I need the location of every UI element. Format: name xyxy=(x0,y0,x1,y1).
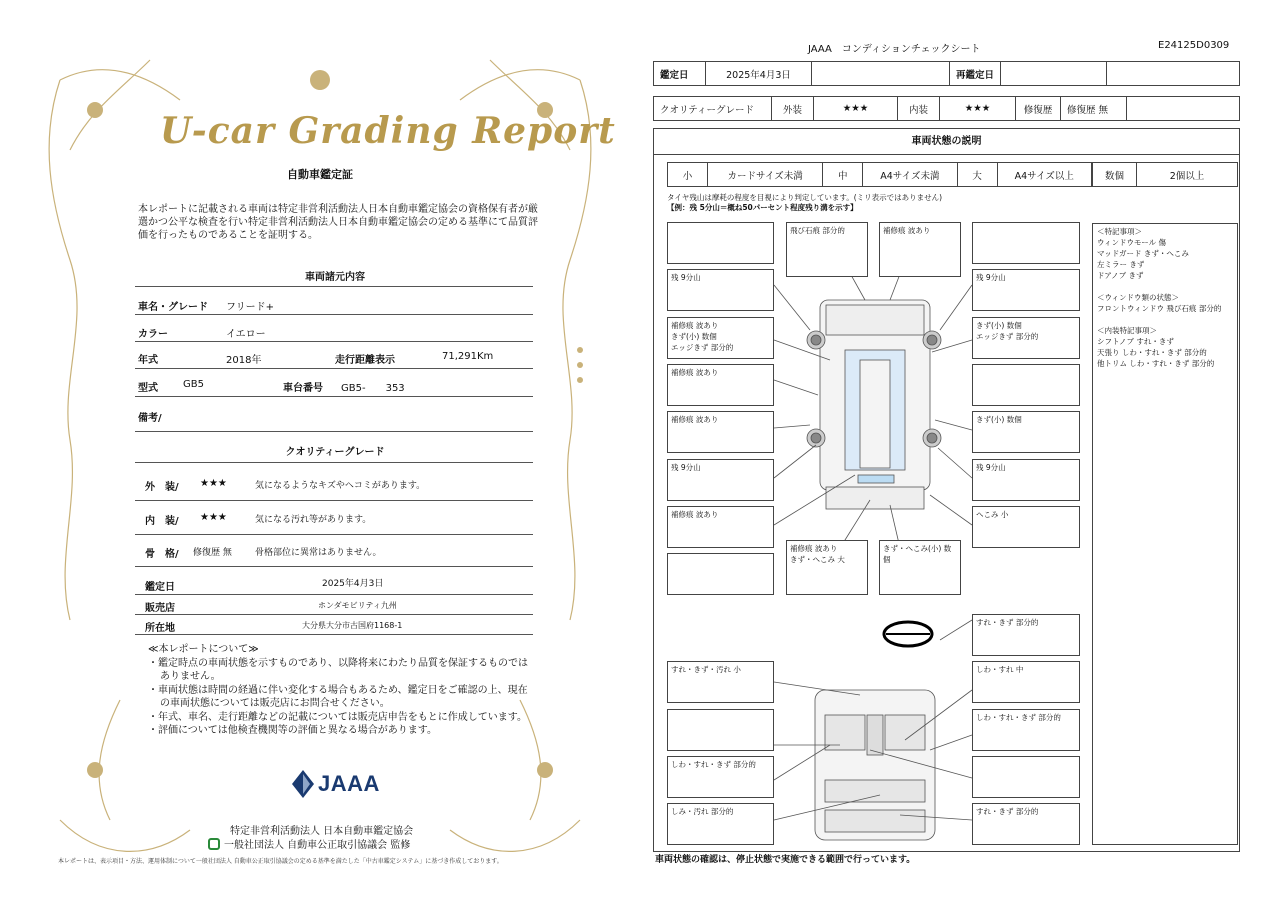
note-item: ・年式、車名、走行距離などの記載については販売店申告をもとに作成しています。 xyxy=(148,711,527,723)
chassis-value: GB5- 353 xyxy=(341,383,405,394)
size-mid-label: 中 xyxy=(823,163,863,187)
window-notes: ＜ウィンドウ類の状態＞ フロントウィンドウ 飛び石痕 部分的 xyxy=(1097,293,1222,313)
frame-value: 修復歴 無 xyxy=(193,548,232,558)
tire-note-line1: タイヤ残山は摩耗の程度を目視により判定しています。(ミリ表示ではありません) xyxy=(667,193,943,202)
interior-label: 内 装/ xyxy=(145,516,179,527)
condition-check-sheet xyxy=(640,0,1280,904)
note-item: ・車両状態は時間の経過に伴い変化する場合もあるため、鑑定日をご確認の上、現在の車両状態については販売店にお問合せください。 xyxy=(148,684,528,709)
association-name: 特定非営利活動法人 日本自動車鑑定協会 xyxy=(230,826,414,837)
divider xyxy=(135,286,533,287)
jaaa-logo-text: JAAA xyxy=(318,771,380,796)
size-small-desc: カードサイズ未満 xyxy=(708,163,823,187)
interior-stars: ★★★ xyxy=(200,512,227,523)
special-notes: ＜特記事項＞ ウィンドウモール 傷 マッドガード きず・へこみ 左ミラー きず ドアノブ きず xyxy=(1097,227,1189,280)
name-label: 車名・グレード xyxy=(138,302,208,313)
report-notes xyxy=(148,643,528,738)
exterior-stars: ★★★ xyxy=(814,97,898,121)
sheet-id: E24125D0309 xyxy=(1158,40,1230,51)
divider xyxy=(135,634,533,635)
repair-value: 修復歴 無 xyxy=(1061,97,1127,121)
interior-box: すれ・きず 部分的 xyxy=(972,803,1080,845)
exterior-stars: ★★★ xyxy=(200,478,227,489)
fair-trade-icon xyxy=(208,838,220,850)
address-label: 所在地 xyxy=(145,623,175,634)
interior-desc: 気になる汚れ等があります。 xyxy=(255,515,372,525)
mileage-value: 71,291Km xyxy=(442,351,494,362)
divider xyxy=(135,614,533,615)
model-label: 型式 xyxy=(138,383,158,394)
interior-box: しわ・すれ・きず 部分的 xyxy=(972,709,1080,751)
interior-box-empty xyxy=(972,756,1080,798)
condition-box: 残 9分山 xyxy=(972,269,1080,311)
panel-heading: 車両状態の説明 xyxy=(653,128,1240,155)
spec-heading: 車両諸元内容 xyxy=(305,272,365,283)
condition-box: 補修痕 波あり きず(小) 数個 エッジきず 部分的 xyxy=(667,317,774,359)
cert-title: 自動車鑑定証 xyxy=(287,168,353,181)
condition-box: 補修痕 波あり xyxy=(667,364,774,406)
condition-box-empty xyxy=(972,364,1080,406)
count-label: 数個 xyxy=(1093,163,1137,187)
condition-box: 補修痕 波あり きず・へこみ 大 xyxy=(786,540,868,595)
interior-box: すれ・きず・汚れ 小 xyxy=(667,661,774,703)
condition-box-empty xyxy=(667,222,774,264)
condition-box: へこみ 小 xyxy=(972,506,1080,548)
year-label: 年式 xyxy=(138,355,158,366)
divider xyxy=(135,462,533,463)
remarks-label: 備考/ xyxy=(138,413,162,424)
interior-box: すれ・きず 部分的 xyxy=(972,614,1080,656)
special-notes-panel xyxy=(1092,223,1238,845)
color-value: イエロー xyxy=(226,329,266,340)
condition-box: 残 9分山 xyxy=(972,459,1080,501)
date-value: 2025年4月3日 xyxy=(322,579,384,589)
divider xyxy=(135,534,533,535)
divider xyxy=(135,368,533,369)
condition-box: 補修痕 波あり xyxy=(667,506,774,548)
interior-notes: ＜内装特記事項＞ シフトノブ すれ・きず 天張り しわ・すれ・きず 部分的 他トリム しわ・すれ・きず 部分的 xyxy=(1097,326,1215,368)
script-title: U-car Grading Report xyxy=(160,110,616,152)
grade-heading: クオリティーグレード xyxy=(285,447,385,458)
divider xyxy=(135,314,533,315)
tire-note-line2: 【例：残 5分山＝概ね50パーセント程度残り溝を示す】 xyxy=(667,203,858,212)
exterior-label: 外装 xyxy=(772,97,814,121)
interior-box: しわ・すれ 中 xyxy=(972,661,1080,703)
color-label: カラー xyxy=(138,329,168,340)
interior-stars: ★★★ xyxy=(940,97,1016,121)
supervisor-name xyxy=(208,836,410,851)
condition-box: 飛び石痕 部分的 xyxy=(786,222,868,277)
condition-box: きず(小) 数個 xyxy=(972,411,1080,453)
size-mid-desc: A4サイズ未満 xyxy=(863,163,957,187)
sheet-title: JAAA コンディションチェックシート xyxy=(808,44,981,55)
divider xyxy=(135,396,533,397)
chassis-label: 車台番号 xyxy=(283,383,323,394)
size-large-label: 大 xyxy=(957,163,997,187)
frame-label: 骨 格/ xyxy=(145,549,179,560)
shop-value: ホンダモビリティ九州 xyxy=(318,601,397,610)
interior-box: しみ・汚れ 部分的 xyxy=(667,803,774,845)
date-label: 鑑定日 xyxy=(145,582,175,593)
divider xyxy=(135,566,533,567)
shop-label: 販売店 xyxy=(145,603,175,614)
footer-note: 車両状態の確認は、停止状態で実施できる範囲で行っています。 xyxy=(655,855,916,865)
condition-box: 補修痕 波あり xyxy=(667,411,774,453)
address-value: 大分県大分市古国府1168-1 xyxy=(302,621,403,630)
note-item: ・鑑定時点の車両状態を示すものであり、以降将来にわたり品質を保証するものではありません。 xyxy=(148,657,528,682)
frame-desc: 骨格部位に異常はありません。 xyxy=(255,548,382,558)
condition-box-empty xyxy=(972,222,1080,264)
size-small-label: 小 xyxy=(668,163,708,187)
condition-box: きず・へこみ(小) 数個 xyxy=(879,540,961,595)
repair-label: 修復歴 xyxy=(1016,97,1061,121)
date-label: 鑑定日 xyxy=(654,62,706,86)
jaaa-logo xyxy=(292,770,380,798)
interior-box-empty xyxy=(667,709,774,751)
exterior-desc: 気になるようなキズやヘコミがあります。 xyxy=(255,481,426,491)
interior-label: 内装 xyxy=(898,97,940,121)
intro-text: 本レポートに記載される車両は特定非営利活動法人日本自動車鑑定協会の資格保有者が厳選かつ公平な検査を行い特定非営利活動法人日本自動車鑑定協会の定める基準にて品質評価を行ったものであることを証明する。 xyxy=(138,204,538,241)
year-value: 2018年 xyxy=(226,355,262,366)
note-item: ・評価については他検査機関等の評価と異なる場合があります。 xyxy=(148,725,437,736)
divider xyxy=(135,594,533,595)
divider xyxy=(135,431,533,432)
notes-heading: ≪本レポートについて≫ xyxy=(148,644,259,655)
jaaa-mark-icon xyxy=(292,770,314,798)
exterior-label: 外 装/ xyxy=(145,482,179,493)
condition-box: きず(小) 数個 エッジきず 部分的 xyxy=(972,317,1080,359)
fine-print: 本レポートは、表示項目・方法、運用体制について一般社団法人 自動車公正取引協議会の定める基準を満たした「中古車鑑定システム」に基づき作成しております。 xyxy=(58,858,503,865)
divider xyxy=(135,341,533,342)
condition-box: 残 9分山 xyxy=(667,459,774,501)
model-value: GB5 xyxy=(183,379,204,390)
divider xyxy=(135,500,533,501)
name-value: フリード+ xyxy=(226,302,274,313)
condition-box: 残 9分山 xyxy=(667,269,774,311)
date-value: 2025年4月3日 xyxy=(706,62,812,86)
count-desc: 2個以上 xyxy=(1137,163,1238,187)
condition-box: 補修痕 波あり xyxy=(879,222,961,277)
supervisor-text: 一般社団法人 自動車公正取引協議会 監修 xyxy=(224,840,411,851)
mileage-label: 走行距離表示 xyxy=(335,355,395,366)
condition-box-empty xyxy=(667,553,774,595)
grade-label: クオリティーグレード xyxy=(654,97,772,121)
size-large-desc: A4サイズ以上 xyxy=(997,163,1091,187)
interior-box: しわ・すれ・きず 部分的 xyxy=(667,756,774,798)
reinspection-label: 再鑑定日 xyxy=(950,62,1001,86)
